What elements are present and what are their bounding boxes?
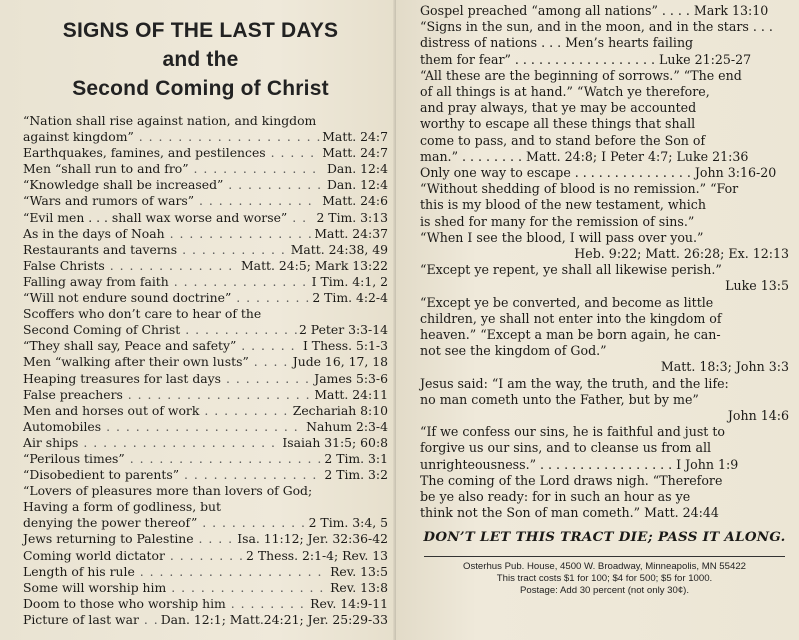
sign-text: against kingdom” . . . . . . . . . . . . . . . . . . .: [23, 129, 322, 145]
verse-reference: John 14:6: [727, 408, 789, 424]
sign-text: “They shall say, Peace and safety” . . . . . .: [23, 338, 296, 354]
dot-leader: . . . . . . . . . . .: [197, 515, 306, 531]
sign-item: [23, 612, 388, 628]
scripture-reference: 2 Peter 3:3-14: [298, 322, 388, 338]
sign-text: “Disobedient to parents” . . . . . . . . . . . . . .: [23, 467, 318, 483]
sign-item: [23, 338, 388, 354]
sign-text: Restaurants and taverns . . . . . . . . . . .: [23, 241, 286, 257]
sign-item: [23, 467, 388, 483]
publisher-address: Osterhus Pub. House, 4500 W. Broadway, Minneapolis, MN 55422: [463, 560, 746, 572]
dot-leader: . . . . . .: [236, 338, 296, 354]
sign-text: Having a form of godliness, but: [23, 499, 222, 515]
sign-text: Men “shall run to and fro” . . . . . . . . . . . . .: [23, 161, 318, 177]
verse-item: [420, 262, 789, 294]
sign-item: [23, 145, 388, 161]
sign-text: Doom to those who worship him . . . . . . . .: [23, 595, 305, 611]
sign-text: Air ships . . . . . . . . . . . . . . . . . . . .: [23, 434, 276, 450]
sign-text: “Wars and rumors of wars” . . . . . . . . . . . .: [23, 193, 313, 209]
dot-leader: . . . . . . . . . . . . . . . . . . .: [133, 129, 322, 145]
verse-line: “Except ye be converted, and become as little: [420, 294, 714, 310]
sign-text: denying the power thereof” . . . . . . . . . . .: [23, 515, 306, 531]
verse-line: be ye also ready: for in such an hour as ye: [420, 489, 691, 505]
scripture-reference: 2 Tim. 3:4, 5: [308, 515, 388, 531]
dot-leader: . . . . . . . . . . . . . . . . . . . .: [101, 418, 299, 434]
left-page: [0, 0, 396, 640]
scripture-reference: Matt. 24:5; Mark 13:22: [241, 257, 388, 273]
sign-text: Earthquakes, famines, and pestilences . . . . .: [23, 145, 316, 161]
dot-leader: . . . .: [193, 531, 234, 547]
scripture-reference: Dan. 12:1; Matt.24:21; Jer. 25:29-33: [160, 611, 388, 627]
verse-line: not see the kingdom of God.”: [420, 343, 607, 359]
dot-leader: . . . . . . . .: [225, 595, 305, 611]
verse-item: [420, 473, 789, 522]
verse-item: [420, 3, 789, 68]
signs-list: [23, 113, 388, 628]
sign-item: [23, 371, 388, 387]
dot-leader: . . . .: [248, 354, 289, 370]
divider: [424, 556, 785, 557]
tract-title: [23, 16, 388, 103]
title-line-2: and the: [162, 48, 239, 71]
verse-line: “All these are the beginning of sorrows.” “The end: [420, 67, 742, 83]
verse-item: [420, 181, 789, 262]
verse-line: “Signs in the sun, and in the moon, and in the stars . . .: [420, 19, 773, 35]
dot-leader: . . . . . . . . . . . .: [180, 322, 299, 338]
sign-text: Some will worship him . . . . . . . . . . . . . . . .: [23, 579, 325, 595]
dot-leader: . . . . . . . . . . . .: [194, 193, 313, 209]
sign-text: Men “walking after their own lusts” . . . .: [23, 354, 289, 370]
sign-item: [23, 451, 388, 467]
sign-item: [23, 226, 388, 242]
sign-text: Length of his rule . . . . . . . . . . . . . . . . . . .: [23, 563, 323, 579]
sign-item: [23, 290, 388, 306]
scripture-reference: Matt. 24:7: [322, 129, 388, 145]
scripture-reference: Dan. 12:4: [326, 161, 388, 177]
sign-text: Picture of last war . .: [23, 611, 159, 627]
sign-text: Scoffers who don’t care to hear of the: [23, 306, 262, 322]
right-page: [396, 0, 799, 640]
verse-line: this is my blood of the new testament, which: [420, 197, 706, 213]
sign-text: Jews returning to Palestine . . . .: [23, 531, 234, 547]
scripture-reference: Matt. 24:37: [314, 225, 388, 241]
title-line-3: Second Coming of Christ: [72, 77, 329, 100]
dot-leader: . . . . . . . . . .: [223, 177, 323, 193]
sign-item: [23, 177, 388, 193]
sign-text: “Will not endure sound doctrine” . . . . . . . .: [23, 290, 311, 306]
scripture-reference: I Thess. 5:1-3: [302, 338, 388, 354]
verse-item: [420, 376, 789, 425]
verse-item: [420, 424, 789, 473]
scripture-reference: I Tim. 4:1, 2: [311, 273, 388, 289]
scripture-reference: Rev. 14:9-11: [310, 595, 388, 611]
sign-item: [23, 242, 388, 258]
dot-leader: . . . . . . . . . . . . . . .: [164, 225, 313, 241]
publisher-price: This tract costs $1 for 100; $4 for 500; $5 for 1000.: [496, 572, 713, 584]
dot-leader: . .: [138, 611, 159, 627]
sign-text: As in the days of Noah . . . . . . . . . . . . . . .: [23, 225, 313, 241]
scripture-reference: 2 Thess. 2:1-4; Rev. 13: [246, 547, 388, 563]
sign-item: [23, 210, 388, 226]
verse-line: children, ye shall not enter into the kingdom of: [420, 310, 722, 326]
sign-item: [23, 596, 388, 612]
verse-line: heaven.” “Except a man be born again, he can-: [420, 327, 721, 343]
sign-item: [23, 306, 388, 338]
sign-text: Automobiles . . . . . . . . . . . . . . . . . . . .: [23, 418, 299, 434]
sign-text: “Perilous times” . . . . . . . . . . . . . . . . . . . .: [23, 450, 323, 466]
verse-line: Only one way to escape . . . . . . . . . . . . . . . John 3:16-20: [420, 165, 777, 181]
sign-item: [23, 483, 388, 531]
verse-line: unrighteousness.” . . . . . . . . . . . . . . . . . I John 1:9: [420, 456, 739, 472]
dot-leader: . . . . . . . .: [231, 290, 311, 306]
verse-line: Jesus said: “I am the way, the truth, and the life:: [420, 375, 729, 391]
verse-line: distress of nations . . . Men’s hearts failing: [420, 35, 694, 51]
scripture-reference: Jude 16, 17, 18: [292, 354, 388, 370]
sign-item: [23, 113, 388, 145]
dot-leader: . . . . . . . . . . . . . . . . . . .: [134, 563, 323, 579]
sign-text: Men and horses out of work . . . . . . . . .: [23, 402, 289, 418]
scripture-reference: Matt. 24:38, 49: [290, 241, 388, 257]
scripture-reference: Isaiah 31:5; 60:8: [282, 434, 388, 450]
sign-text: “Nation shall rise against nation, and kingdom: [23, 113, 317, 128]
scripture-reference: Isa. 11:12; Jer. 32:36-42: [237, 531, 388, 547]
dot-leader: . . . . . . . . . . . . . . . . . . .: [122, 386, 311, 402]
scripture-reference: 2 Tim. 4:2-4: [312, 290, 388, 306]
scripture-reference: Rev. 13:8: [330, 579, 388, 595]
scripture-reference: 2 Tim. 3:2: [324, 467, 388, 483]
sign-item: [23, 193, 388, 209]
sign-text: False preachers . . . . . . . . . . . . . . . . . . .: [23, 386, 311, 402]
dot-leader: . . . . . . . . . . . . . . . .: [166, 579, 325, 595]
dot-leader: . . . . . . . . . . . . . .: [168, 273, 308, 289]
sign-text: Second Coming of Christ . . . . . . . . . . . .: [23, 322, 299, 338]
verse-line: “When I see the blood, I will pass over you.”: [420, 229, 704, 245]
dot-leader: . . . . . . . . . . .: [177, 241, 286, 257]
sign-item: [23, 548, 388, 564]
sign-item: [23, 564, 388, 580]
verse-line: worthy to escape all these things that shall: [420, 116, 696, 132]
sign-text: False Christs . . . . . . . . . . . . .: [23, 257, 234, 273]
verse-item: [420, 68, 789, 165]
sign-text: “Lovers of pleasures more than lovers of God;: [23, 483, 313, 499]
closing-slogan: DON’T LET THIS TRACT DIE; PASS IT ALONG.: [423, 528, 786, 545]
verse-line: “Except ye repent, ye shall all likewise perish.”: [420, 262, 722, 278]
verse-line: Gospel preached “among all nations” . . . . Mark 13:10: [420, 3, 769, 18]
dot-leader: . . . . . . . . .: [221, 370, 310, 386]
dot-leader: . . . . . . . .: [164, 547, 244, 563]
verse-line: no man cometh unto the Father, but by me”: [420, 391, 699, 407]
verse-item: [420, 295, 789, 376]
scripture-reference: Matt. 24:7: [322, 145, 388, 161]
verse-line: is shed for many for the remission of sins.”: [420, 213, 695, 229]
sign-text: “Knowledge shall be increased” . . . . . . . . . .: [23, 177, 323, 193]
sign-item: [23, 435, 388, 451]
dot-leader: . . . . . . . . . . . . . . . . . . . .: [78, 434, 276, 450]
sign-text: “Evil men . . . shall wax worse and worse” . .: [23, 209, 308, 225]
dot-leader: . . . . . . . . . . . . . .: [179, 467, 318, 483]
sign-item: [23, 580, 388, 596]
verse-item: [420, 165, 789, 181]
sign-item: [23, 419, 388, 435]
verse-line: them for fear” . . . . . . . . . . . . . . . . . . Luke 21:25-27: [420, 51, 752, 67]
title-line-1: SIGNS OF THE LAST DAYS: [62, 19, 339, 42]
verse-line: “Without shedding of blood is no remission.” “For: [420, 181, 739, 197]
sign-text: Falling away from faith . . . . . . . . . . . . . .: [23, 273, 308, 289]
sign-item: [23, 161, 388, 177]
verse-line: man.” . . . . . . . . Matt. 24:8; I Peter 4:7; Luke 21:36: [420, 148, 749, 164]
verse-line: come to pass, and to stand before the Son of: [420, 132, 706, 148]
scripture-reference: Nahum 2:3-4: [306, 418, 388, 434]
scripture-reference: Zechariah 8:10: [292, 402, 388, 418]
sign-item: [23, 354, 388, 370]
scripture-reference: Matt. 24:11: [314, 386, 388, 402]
dot-leader: . . . . .: [265, 145, 316, 161]
verse-reference: Matt. 18:3; John 3:3: [660, 359, 789, 375]
verse-line: and pray always, that ye may be accounted: [420, 100, 697, 116]
sign-item: [23, 387, 388, 403]
verse-line: forgive us our sins, and to cleanse us from all: [420, 440, 712, 456]
verse-line: “If we confess our sins, he is faithful and just to: [420, 424, 725, 440]
verse-line: of all things is at hand.” “Watch ye therefore,: [420, 84, 710, 100]
publisher-info: [420, 561, 789, 597]
sign-item: [23, 258, 388, 274]
dot-leader: . . . . . . . . . . . . .: [188, 161, 318, 177]
verses-list: [420, 3, 789, 522]
sign-text: Heaping treasures for last days . . . . . . . . .: [23, 370, 310, 386]
sign-item: [23, 274, 388, 290]
publisher-postage: Postage: Add 30 percent (not only 30¢).: [519, 584, 690, 596]
scripture-reference: 2 Tim. 3:13: [316, 209, 388, 225]
scripture-reference: Matt. 24:6: [322, 193, 388, 209]
verse-line: think not the Son of man cometh.” Matt. 24:44: [420, 505, 719, 521]
verse-line: The coming of the Lord draws nigh. “Therefore: [420, 472, 723, 488]
dot-leader: . . . . . . . . .: [199, 402, 289, 418]
scripture-reference: Dan. 12:4: [326, 177, 388, 193]
dot-leader: . . . . . . . . . . . . .: [104, 257, 234, 273]
scripture-reference: 2 Tim. 3:1: [324, 450, 388, 466]
scripture-reference: James 5:3-6: [314, 370, 388, 386]
sign-text: Coming world dictator . . . . . . . .: [23, 547, 244, 563]
sign-item: [23, 531, 388, 547]
verse-reference: Heb. 9:22; Matt. 26:28; Ex. 12:13: [574, 246, 789, 262]
dot-leader: . . . . . . . . . . . . . . . . . . . .: [124, 450, 323, 466]
verse-reference: Luke 13:5: [725, 278, 789, 294]
dot-leader: . .: [287, 209, 308, 225]
sign-item: [23, 403, 388, 419]
scripture-reference: Rev. 13:5: [330, 563, 388, 579]
